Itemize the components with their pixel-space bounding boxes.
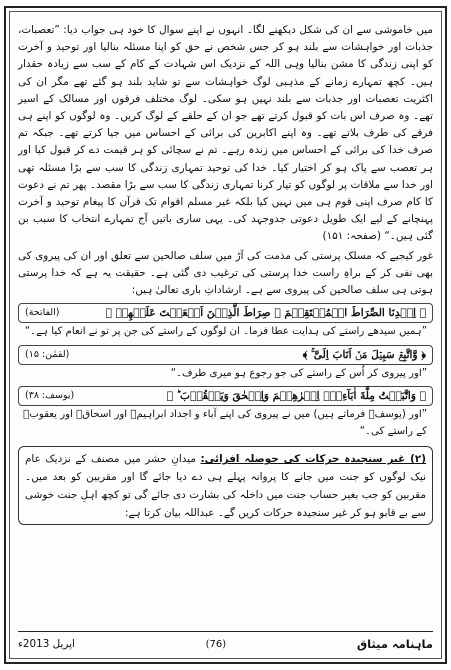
- section-text: میدانِ حشر میں مصنف کے نزدیک عام نیک لوگوں کو جنت میں جانے کا پروانہ پہلے ہی دے دیا جائے گا اور مقربین کو بعد میں۔ مقربین کو جب بغیر حساب جنت میں داخلہ کی بشارت دی جائے گی تو کچھ اہلِ جنت خوشی سے بے قابو ہو کر غیر سنجیدہ حرکات کریں گے۔ عبداللہ بیان کرتا ہے:: [25, 453, 426, 520]
- section-heading: (۲) غیر سنجیدہ حرکات کی حوصلہ افزائی:: [200, 453, 427, 466]
- ayah-quote-1: [18, 303, 433, 323]
- ayah-quote-3: [18, 386, 433, 406]
- ayah-reference: (لقمٰن: ۱۵): [25, 348, 70, 360]
- ayah-text: ﴿ وَّاتَّبِعۡ سَبِيۡلَ مَنۡ اَنَابَ اِلَیَّ ۚ ﴾: [302, 348, 426, 361]
- page-footer: [18, 631, 433, 656]
- paragraph-2: غور کیجیے کہ مسلک پرستی کی مذمت کی آڑ میں سلف صالحین سے تعلق اور ان کی پیروی کی بھی نفی کر کے براہِ راست خدا پرستی کی ترغیب دی گئی ہے۔ حقیقت یہ ہے کہ خدا پرستی ہوتی ہی سلف صالحین کی پیروی سے ہے۔ ارشاداتِ باری تعالیٰ ہیں:: [18, 249, 433, 297]
- issue-date: اپریل 2013ء: [18, 638, 75, 650]
- paragraph-1: میں خاموشی سے ان کی شکل دیکھنے لگا۔ انہوں نے اپنے سوال کا خود ہی جواب دیا: ”تعصبات، جذبات اور خواہشات سے بلند ہو کر جس شخص نے حق کو اپنا مسئلہ بنالیا اور توحید و آخرت کو اپنی زندگی کا مشن بنالیا وہی اللہ کے نزدیک اس شہادت کے کام کے سب سے زیادہ حقدار ہیں۔ کچھ تمہارے زمانے کے مذہبی لوگ خواہشات سے تو شاید بلند ہو گئے تھے مگر ان کی اکثریت تعصبات اور جذبات سے بلند نہیں ہو سکی۔ لوگ مختلف فرقوں اور مسالک کے اسیر تھے۔ وہ صرف اس بات کو قبول کرتے تھے جو ان کے حلقے کے لوگ کریں۔ وہ لوگوں کو اپنے ہی فرقے کی طرف بلاتے تھے۔ وہ اپنے اکابرین کی برائی کے احساس میں جیا کرتے تھے۔ جبکہ تم صرف خدا کی برائی کے احساس میں زندہ رہے۔ تم نے سچائی کو ہر قیمت دے کر قبول کیا اور ہر تعصب سے پاک ہو کر اختیار کیا۔ خدا کی توحید تمہاری زندگی کا سب سے بڑا مسئلہ تھی اور خدا سے ملاقات پر لوگوں کو تیار کرنا تمہاری زندگی کا سب سے بڑا مقصد۔ پھر تم نے دعوت کا کام صرف اپنی قوم ہی میں نہیں کیا بلکہ غیر مسلم اقوام تک قرآن کا پیغام توحید و آخرت پہنچانے کے لیے ایک طویل دعوتی جدوجہد کی۔ یہی ساری باتیں آج تمہارے انتخاب کا سبب بن گئی ہیں۔“ (صفحہ: ۱۵۱): [18, 24, 433, 243]
- section-paragraph: [25, 450, 426, 522]
- magazine-name: ماہنامہ میثاق: [356, 637, 433, 651]
- ayah-text: ﴿ وَاتَّبَعۡتُ مِلَّةَ اٰبَآءِیۡۤ اِبۡرٰهِيۡمَ وَاِسۡحٰقَ وَيَعۡقُوۡبَ ؕ ﴾: [166, 390, 426, 403]
- ayah-reference: (الفاتحة): [25, 307, 60, 319]
- ayah-text: ﴿ اِهۡدِنَا الصِّرَاطَ الۡمُسۡتَقِيۡمَ ۙ صِرَاطَ الَّذِيۡنَ اَنۡعَمۡتَ عَلَيۡهِمۡ ﴾: [105, 307, 426, 320]
- ayah-reference: (یوسف: ۳۸): [25, 390, 75, 402]
- ayah-translation: ”ہمیں سیدھے راستے کی ہدایت عطا فرما۔ ان لوگوں کے راستے کی جن پر تو نے انعام کیا ہے۔“: [24, 326, 427, 338]
- ayah-quote-2: [18, 345, 433, 365]
- ayah-translation: ”اور پیروی کر اُس کے راستے کی جو رجوع ہو میری طرف۔“: [170, 367, 427, 379]
- page-content: [18, 22, 433, 622]
- ayah-translation: ”اور (یوسفؑ فرماتے ہیں) میں نے پیروی کی اپنے آباء و اجداد ابراہیمؑ اور اسحاقؑ اور یعقوبؑ کے راستے کی۔“: [23, 409, 427, 437]
- page-number: (76): [205, 638, 227, 650]
- section-box: [18, 446, 433, 525]
- page-frame: [4, 6, 447, 664]
